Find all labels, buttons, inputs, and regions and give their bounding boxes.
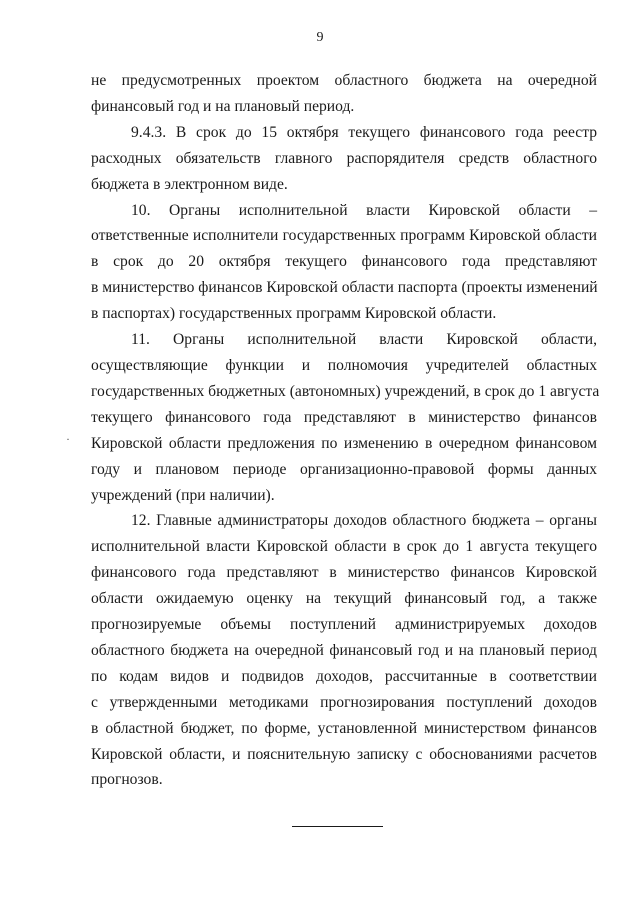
text-line: финансового года представляют в министерство финансов Кировской bbox=[91, 564, 597, 582]
paragraph-11 bbox=[91, 327, 600, 508]
text-line: 9.4.3. В срок до 15 октября текущего финансового года реестр bbox=[131, 123, 597, 141]
text-line: 12. Главные администраторы доходов областного бюджета – органы bbox=[131, 512, 597, 530]
text-line: в срок до 20 октября текущего финансового года представляют bbox=[91, 253, 597, 271]
text-line: финансовый год и на плановый период. bbox=[91, 97, 355, 115]
text-line: учреждений (при наличии). bbox=[91, 486, 275, 504]
text-line: не предусмотренных проектом областного бюджета на очередной bbox=[91, 72, 597, 89]
text-line: государственных бюджетных (автономных) учреждений, в срок до 1 августа bbox=[91, 382, 600, 400]
end-separator-line bbox=[292, 826, 383, 827]
text-line: с утвержденными методиками прогнозирования поступлений доходов bbox=[91, 693, 597, 711]
text-line: Кировской области, и пояснительную записку с обоснованиями расчетов bbox=[91, 745, 597, 763]
text-line: областного бюджета на очередной финансовый год и на плановый период bbox=[91, 641, 597, 659]
paragraph-12 bbox=[91, 508, 597, 793]
text-line: по кодам видов и подвидов доходов, рассчитанные в соответствии bbox=[91, 667, 597, 685]
paragraph-9-4-3 bbox=[91, 120, 597, 198]
text-line: текущего финансового года представляют в министерство финансов bbox=[91, 408, 597, 426]
text-line: ответственные исполнители государственных программ Кировской области bbox=[91, 227, 597, 245]
text-line: прогнозируемые объемы поступлений администрируемых доходов bbox=[91, 616, 597, 634]
text-line: году и плановом периоде организационно-правовой формы данных bbox=[91, 460, 597, 478]
text-line: в паспортах) государственных программ Кировской области. bbox=[91, 305, 497, 323]
document-body bbox=[91, 68, 600, 793]
text-line: бюджета в электронном виде. bbox=[91, 175, 288, 193]
text-line: осуществляющие функции и полномочия учредителей областных bbox=[91, 356, 597, 374]
text-line: Кировской области предложения по изменению в очередном финансовом bbox=[91, 434, 597, 452]
paragraph-10 bbox=[91, 198, 597, 328]
text-line: исполнительной власти Кировской области в срок до 1 августа текущего bbox=[91, 538, 597, 556]
page-number: 9 bbox=[316, 30, 324, 45]
text-line: расходных обязательств главного распорядителя средств областного bbox=[91, 149, 597, 167]
text-line: 10. Органы исполнительной власти Кировской области – bbox=[131, 201, 597, 219]
text-line: прогнозов. bbox=[91, 771, 163, 789]
scan-mark: · bbox=[66, 432, 70, 446]
text-line: области ожидаемую оценку на текущий финансовый год, а также bbox=[91, 590, 597, 608]
text-line: в областной бюджет, по форме, установленной министерством финансов bbox=[91, 719, 597, 737]
text-line: в министерство финансов Кировской области паспорта (проекты изменений bbox=[91, 279, 598, 297]
paragraph-continuation bbox=[91, 68, 597, 120]
text-line: 11. Органы исполнительной власти Кировской области, bbox=[131, 331, 597, 349]
